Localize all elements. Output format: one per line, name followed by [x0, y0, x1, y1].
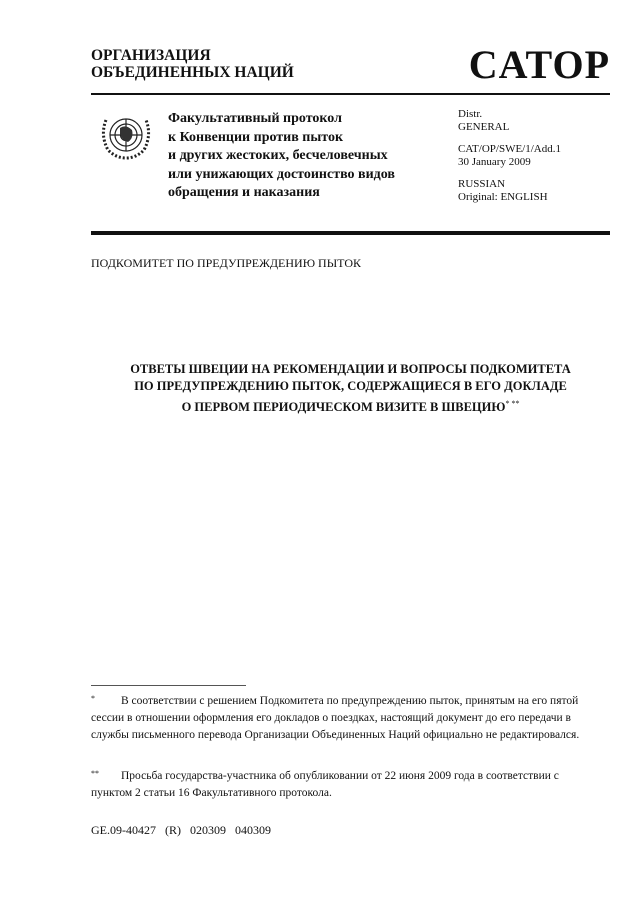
- protocol-title: [168, 110, 395, 203]
- footnote: [91, 768, 601, 802]
- title-line: ПО ПРЕДУПРЕЖДЕНИЮ ПЫТОК, СОДЕРЖАЩИЕСЯ В ЕГО ДОКЛАДЕ: [134, 379, 567, 393]
- footnote-text: Просьба государства-участника об опубликовании от 22 июня 2009 года в соответствии с пунктом 2 статьи 16 Факультативного протокола.: [91, 770, 559, 799]
- org-line: ОРГАНИЗАЦИЯ: [91, 47, 211, 64]
- subcommittee-name: ПОДКОМИТЕТ ПО ПРЕДУПРЕЖДЕНИЮ ПЫТОК: [91, 256, 362, 270]
- protocol-title-line: обращения и наказания: [168, 185, 320, 200]
- title-line: ОТВЕТЫ ШВЕЦИИ НА РЕКОМЕНДАЦИИ И ВОПРОСЫ ПОДКОМИТЕТА: [130, 362, 571, 376]
- header-bottom-divider: [91, 231, 610, 235]
- footnote-text: В соответствии с решением Подкомитета по предупреждению пыток, принятым на его пятой сессии в отношении оформления его докладов о поездках, настоящий документ до его передачи в службы письменного перевода Организации Объединенных Наций официально не редактировался.: [91, 695, 580, 741]
- doc-date: 30 January 2009: [458, 156, 531, 168]
- footnote-mark: **: [91, 769, 99, 778]
- org-line: ОБЪЕДИНЕННЫХ НАЦИЙ: [91, 64, 294, 81]
- document-metadata: [458, 108, 561, 213]
- footnote: [91, 693, 601, 744]
- job-code: GE.09-40427 (R) 020309 040309: [91, 823, 271, 837]
- footnote-marks: * **: [505, 399, 520, 408]
- un-emblem-icon: [96, 110, 156, 162]
- protocol-title-line: Факультативный протокол: [168, 111, 342, 126]
- title-line: О ПЕРВОМ ПЕРИОДИЧЕСКОМ ВИЗИТЕ В ШВЕЦИЮ: [181, 400, 506, 415]
- protocol-title-line: к Конвенции против пыток: [168, 129, 344, 145]
- footnote-separator: [91, 685, 246, 686]
- doc-language: RUSSIAN: [458, 178, 506, 190]
- distr-label: Distr.: [458, 108, 483, 120]
- distr-value: GENERAL: [458, 121, 510, 133]
- doc-symbol: CAT/OP/SWE/1/Add.1: [458, 143, 561, 155]
- protocol-title-line: и других жестоких, бесчеловечных: [168, 148, 388, 163]
- document-symbol-large: CATOP: [468, 42, 610, 87]
- document-title: [91, 361, 610, 416]
- original-language: Original: ENGLISH: [458, 191, 548, 203]
- organization-name: [91, 47, 294, 81]
- footnote-mark: *: [91, 694, 95, 703]
- protocol-title-line: или унижающих достоинство видов: [168, 166, 395, 182]
- header-divider: [91, 93, 610, 95]
